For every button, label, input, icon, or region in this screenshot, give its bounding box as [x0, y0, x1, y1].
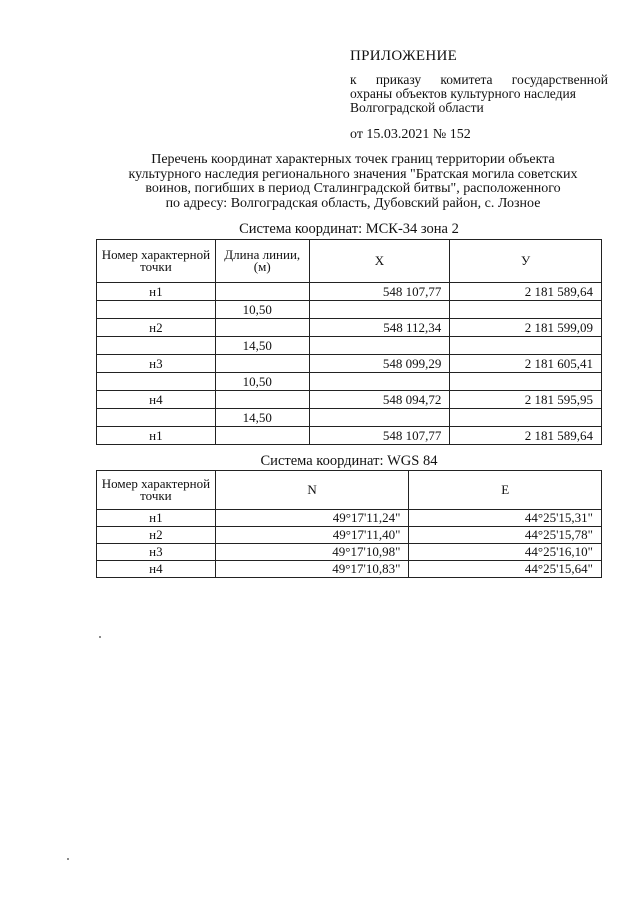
- e-cell: 44°25'15,31": [409, 510, 602, 527]
- point-cell: н1: [97, 510, 216, 527]
- point-cell: н3: [97, 544, 216, 561]
- table-row: [97, 561, 602, 578]
- x-cell: 548 094,72: [309, 391, 450, 409]
- y-cell: [450, 373, 602, 391]
- length-cell: [215, 283, 309, 301]
- table2-caption: Система координат: WGS 84: [260, 453, 438, 469]
- header-x: X: [309, 240, 450, 283]
- table-row: [97, 373, 602, 391]
- table-row: [97, 301, 602, 319]
- length-cell: 14,50: [215, 337, 309, 355]
- table-row: [97, 355, 602, 373]
- appendix-title: ПРИЛОЖЕНИЕ: [350, 48, 458, 64]
- point-cell: н3: [97, 355, 216, 373]
- y-cell: 2 181 589,64: [450, 283, 602, 301]
- order-line-2: охраны объектов культурного наследия: [350, 86, 576, 101]
- header-n: N: [215, 471, 409, 510]
- table1-caption: Система координат: МСК-34 зона 2: [239, 221, 459, 237]
- e-cell: 44°25'16,10": [409, 544, 602, 561]
- point-cell: [97, 301, 216, 319]
- e-cell: 44°25'15,64": [409, 561, 602, 578]
- heading-line-4: по адресу: Волгоградская область, Дубовский район, с. Лозное: [165, 195, 541, 211]
- point-cell: н4: [97, 391, 216, 409]
- scan-speck: [67, 858, 69, 860]
- table-row: [97, 527, 602, 544]
- y-cell: [450, 337, 602, 355]
- y-cell: 2 181 599,09: [450, 319, 602, 337]
- table-row: [97, 283, 602, 301]
- table-row: [97, 510, 602, 527]
- n-cell: 49°17'10,98": [215, 544, 409, 561]
- scan-speck: [99, 636, 101, 638]
- heading-line-3: воинов, погибших в период Сталинградской битвы", расположенного: [145, 181, 561, 196]
- point-cell: н4: [97, 561, 216, 578]
- x-cell: [309, 409, 450, 427]
- n-cell: 49°17'11,40": [215, 527, 409, 544]
- document-heading: [88, 153, 618, 211]
- table-row: [97, 337, 602, 355]
- point-cell: [97, 337, 216, 355]
- heading-line-2: культурного наследия регионального значения "Братская могила советских: [128, 166, 578, 182]
- header-y: У: [450, 240, 602, 283]
- point-cell: [97, 409, 216, 427]
- length-cell: [215, 391, 309, 409]
- table-row: [97, 409, 602, 427]
- x-cell: 548 099,29: [309, 355, 450, 373]
- x-cell: 548 112,34: [309, 319, 450, 337]
- table-row: [97, 391, 602, 409]
- length-cell: [215, 319, 309, 337]
- point-cell: [97, 373, 216, 391]
- table-row: [97, 319, 602, 337]
- point-cell: н2: [97, 319, 216, 337]
- table-row: [97, 544, 602, 561]
- length-cell: 10,50: [215, 301, 309, 319]
- table-row: [97, 427, 602, 445]
- n-cell: 49°17'11,24": [215, 510, 409, 527]
- x-cell: [309, 373, 450, 391]
- y-cell: [450, 301, 602, 319]
- point-cell: н2: [97, 527, 216, 544]
- length-cell: 14,50: [215, 409, 309, 427]
- n-cell: 49°17'10,83": [215, 561, 409, 578]
- table-header-row: [97, 471, 602, 510]
- heading-line-1: Перечень координат характерных точек границ территории объекта: [151, 152, 555, 167]
- wgs84-coordinates-table: [96, 470, 602, 578]
- x-cell: [309, 337, 450, 355]
- x-cell: 548 107,77: [309, 283, 450, 301]
- y-cell: 2 181 589,64: [450, 427, 602, 445]
- length-cell: [215, 355, 309, 373]
- y-cell: [450, 409, 602, 427]
- order-date-number: от 15.03.2021 № 152: [350, 127, 471, 142]
- order-line-1: к приказу комитета государственной: [350, 72, 608, 87]
- point-cell: н1: [97, 283, 216, 301]
- length-cell: [215, 427, 309, 445]
- msk34-coordinates-table: [96, 239, 602, 445]
- point-cell: н1: [97, 427, 216, 445]
- x-cell: 548 107,77: [309, 427, 450, 445]
- y-cell: 2 181 605,41: [450, 355, 602, 373]
- header-length: Длина линии, (м): [215, 240, 309, 283]
- header-point: Номер характерной точки: [97, 471, 216, 510]
- header-e: E: [409, 471, 602, 510]
- table-header-row: [97, 240, 602, 283]
- length-cell: 10,50: [215, 373, 309, 391]
- x-cell: [309, 301, 450, 319]
- e-cell: 44°25'15,78": [409, 527, 602, 544]
- order-line-3: Волгоградской области: [350, 100, 484, 115]
- header-point: Номер характерной точки: [97, 240, 216, 283]
- y-cell: 2 181 595,95: [450, 391, 602, 409]
- order-reference: [350, 73, 608, 115]
